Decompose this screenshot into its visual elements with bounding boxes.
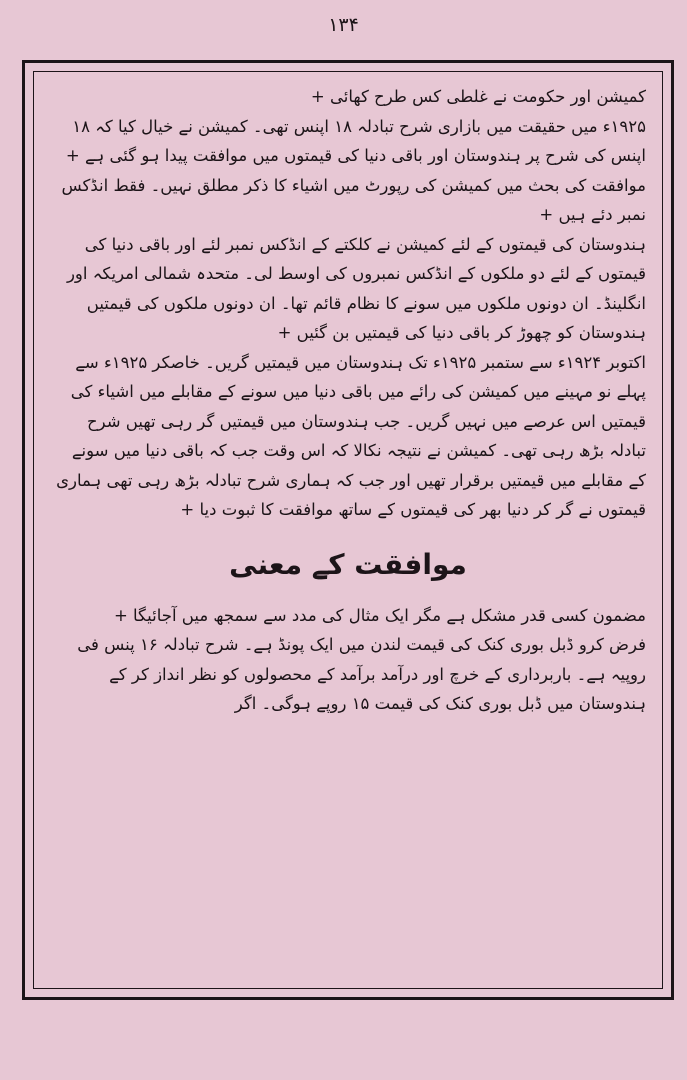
paragraph: مضمون کسی قدر مشکل ہے مگر ایک مثال کی مدد سے سمجھ میں آجائیگا + — [113, 605, 646, 625]
page-number: ۱۳۴ — [328, 14, 359, 36]
paragraph: ۱۹۲۵ء میں حقیقت میں بازاری شرح تبادلہ ۱۸ اپنس تھی۔ کمیشن نے خیال کیا کہ ۱۸ اپنس کی شرح پر ہندوستان اور باقی دنیا کی قیمتوں میں موافقت پیدا ہو گئی ہے + — [65, 116, 646, 165]
paragraph: اکتوبر ۱۹۲۴ء سے ستمبر ۱۹۲۵ء تک ہندوستان میں قیمتیں گریں۔ خاصکر ۱۹۲۵ء سے پہلے نو مہینے میں کمیشن کی رائے میں باقی دنیا میں سونے کے مقابلے میں اشیاء کی قیمتیں اس عرصے میں نہیں گریں۔ جب ہندوستان میں قیمتیں گر رہی تھیں شرح تبادلہ بڑھ رہی تھی۔ کمیشن نے نتیجہ نکالا کہ اس وقت جب کہ باقی دنیا میں سونے کے مقابلے میں قیمتیں برقرار تھیں اور جب کہ ہماری شرح تبادلہ بڑھ رہی تھی ہماری قیمتوں نے گر کر دنیا بھر کی قیمتوں کے ساتھ موافقت کا ثبوت دیا + — [56, 352, 646, 519]
page-body — [50, 82, 646, 980]
section-heading: موافقت کے معنی — [229, 547, 467, 581]
paragraph: موافقت کی بحث میں کمیشن کی رپورٹ میں اشیاء کا ذکر مطلق نہیں۔ فقط انڈکس نمبر دئے ہیں + — [61, 175, 646, 224]
page-frame-inner — [33, 71, 663, 989]
section-title: کمیشن اور حکومت نے غلطی کس طرح کھائی + — [310, 87, 646, 106]
page-frame — [22, 60, 674, 1000]
paragraph: ہندوستان کی قیمتوں کے لئے کمیشن نے کلکتے کے انڈکس نمبر لئے اور باقی دنیا کی قیمتوں کے لئے دو ملکوں کے انڈکس نمبروں کی اوسط لی۔ متحدہ شمالی امریکہ اور انگلینڈ۔ ان دونوں ملکوں میں سونے کا نظام قائم تھا۔ ان دونوں ملکوں کی قیمتیں ہندوستان کو چھوڑ کر باقی دنیا کی قیمتیں بن گئیں + — [66, 234, 646, 342]
paragraph: فرض کرو ڈبل بوری کنک کی قیمت لندن میں ایک پونڈ ہے۔ شرح تبادلہ ۱۶ پنس فی روپیہ ہے۔ باربرداری کے خرچ اور درآمد برآمد کے محصولوں کو نظر انداز کر کے ہندوستان میں ڈبل بوری کنک کی قیمت ۱۵ روپے ہوگی۔ اگر — [77, 635, 646, 713]
